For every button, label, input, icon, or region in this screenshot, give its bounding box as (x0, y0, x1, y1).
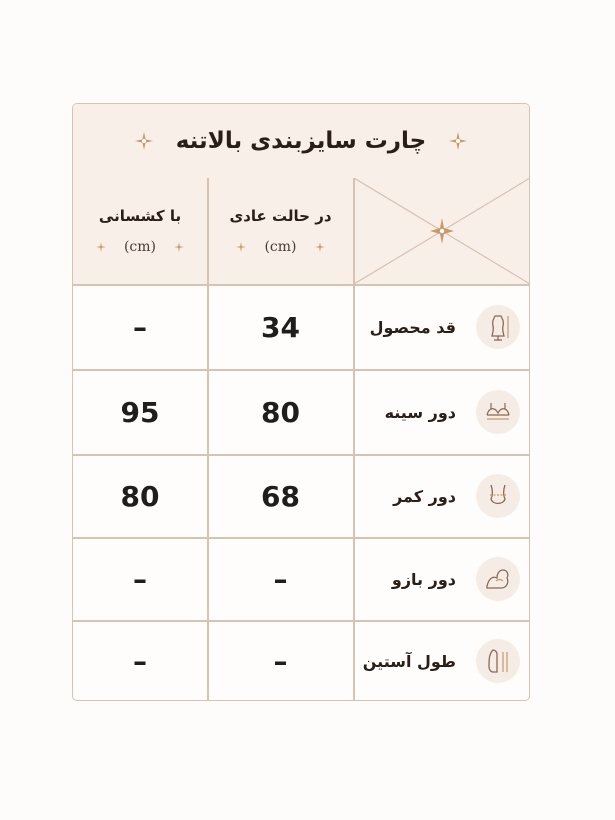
column-divider (353, 178, 355, 700)
page-title: چارت سایزبندی بالاتنه (175, 128, 427, 154)
row-header (354, 455, 530, 537)
cell-value: 34 (261, 310, 300, 344)
cell-stretch (73, 370, 207, 454)
column-unit: (cm) (264, 239, 297, 255)
arm-icon (476, 557, 520, 601)
cell-normal (208, 621, 353, 701)
row-divider (73, 284, 529, 286)
cell-stretch (73, 538, 207, 620)
cell-stretch (73, 285, 207, 369)
row-label: دور بازو (391, 569, 456, 589)
column-label: در حالت عادی (229, 207, 332, 225)
cell-value: – (133, 644, 147, 678)
cell-value: 68 (261, 479, 300, 513)
sparkle-icon (134, 131, 154, 151)
corner-cross-icon (354, 178, 530, 284)
sleeve-icon (476, 639, 520, 683)
row-divider (73, 537, 529, 539)
row-divider (73, 369, 529, 371)
row-divider (73, 620, 529, 622)
cell-stretch (73, 455, 207, 537)
row-label: دور کمر (393, 486, 456, 506)
waist-icon (476, 474, 520, 518)
row-label: قد محصول (369, 317, 456, 337)
bra-icon (476, 390, 520, 434)
column-label: با کشسانی (98, 207, 182, 225)
cell-value: 80 (261, 395, 300, 429)
row-divider (73, 454, 529, 456)
cell-normal (208, 285, 353, 369)
column-header-normal (208, 178, 353, 284)
cell-value: 95 (120, 395, 160, 429)
column-divider (207, 178, 209, 700)
sparkle-icon (315, 242, 325, 252)
sparkle-icon (174, 242, 184, 252)
sparkle-icon (236, 242, 246, 252)
title-bar (73, 104, 529, 179)
cell-normal (208, 538, 353, 620)
row-header (354, 285, 530, 369)
cell-normal (208, 455, 353, 537)
row-header (354, 538, 530, 620)
cell-value: – (133, 310, 147, 344)
sparkle-icon (448, 131, 468, 151)
row-header (354, 621, 530, 701)
sparkle-icon (96, 242, 106, 252)
cell-value: – (273, 562, 288, 596)
cell-value: 80 (120, 479, 160, 513)
cell-value: – (133, 562, 147, 596)
column-unit: (cm) (123, 239, 157, 255)
row-label: طول آستین (362, 651, 456, 671)
row-header (354, 370, 530, 454)
cell-stretch (73, 621, 207, 701)
corner-header-cell (354, 178, 530, 284)
row-label: دور سینه (384, 402, 456, 422)
size-table (73, 178, 529, 700)
column-header-stretch (73, 178, 207, 284)
cell-normal (208, 370, 353, 454)
cell-value: – (273, 644, 288, 678)
dress-form-icon (476, 305, 520, 349)
size-chart-card (72, 103, 530, 701)
